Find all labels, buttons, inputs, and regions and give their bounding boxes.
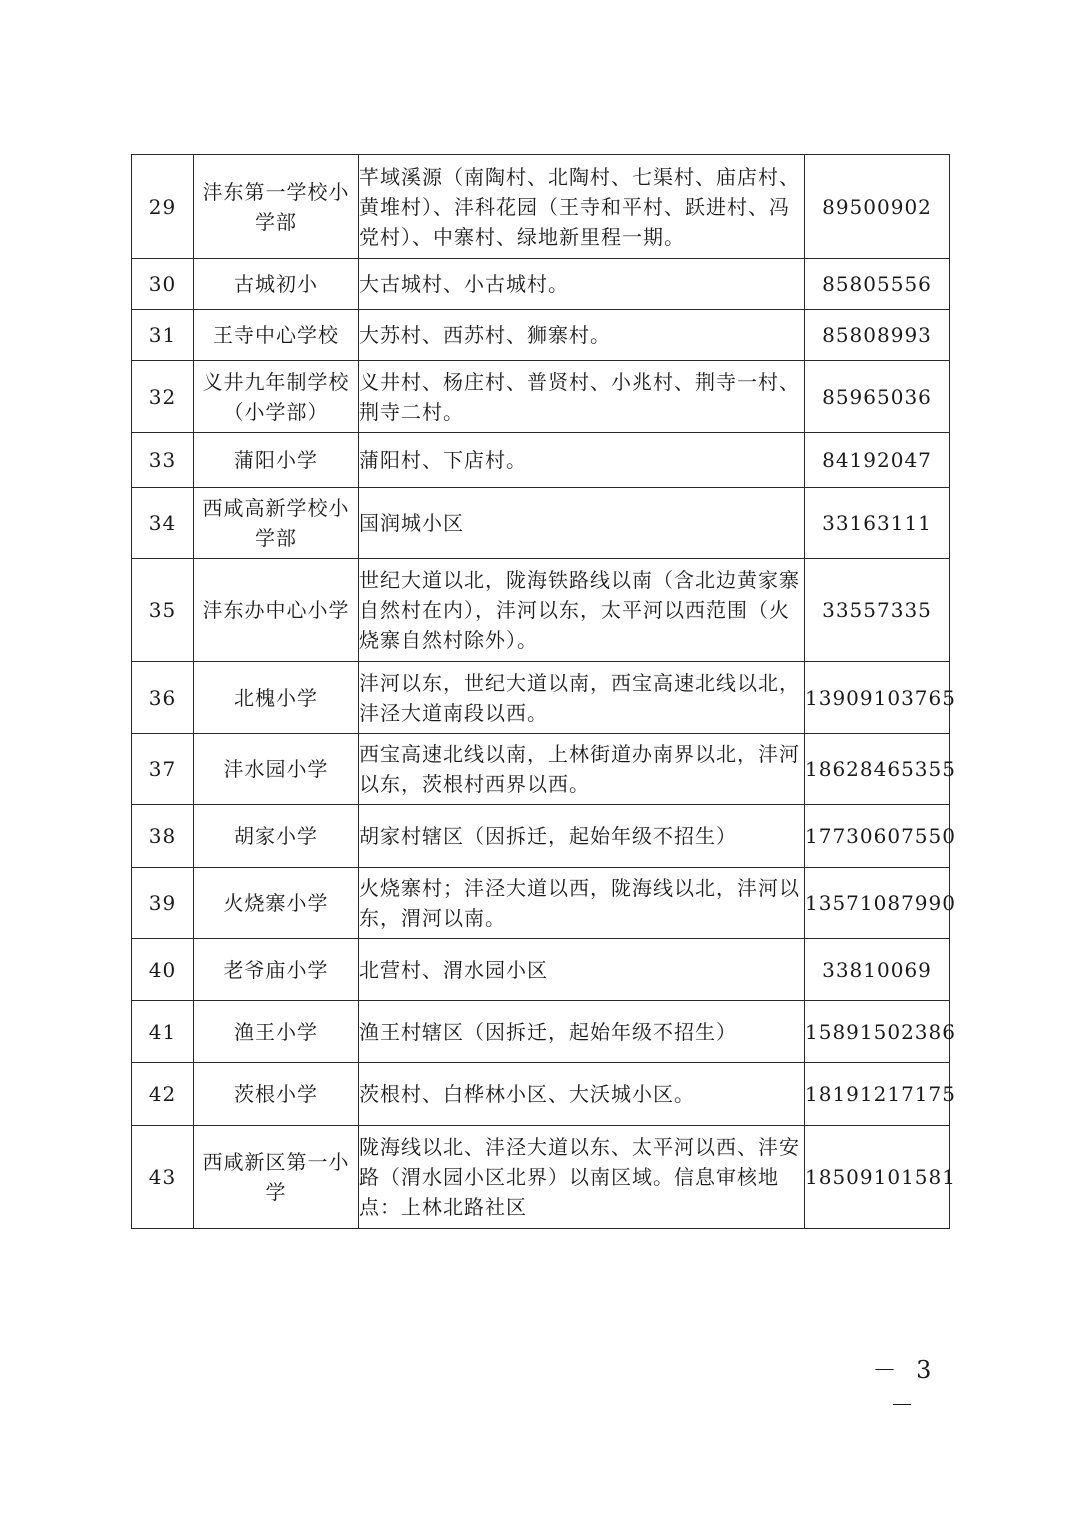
table-row — [132, 1063, 950, 1126]
enrollment-area: 渔王村辖区（因拆迁，起始年级不招生） — [359, 1001, 805, 1063]
row-number: 37 — [132, 734, 194, 805]
row-number: 31 — [132, 310, 194, 361]
contact-phone: 89500902 — [805, 155, 950, 259]
row-number: 30 — [132, 259, 194, 310]
row-number: 43 — [132, 1126, 194, 1229]
contact-phone: 85805556 — [805, 259, 950, 310]
table-row — [132, 559, 950, 662]
table-row — [132, 361, 950, 433]
school-name: 胡家小学 — [194, 805, 359, 868]
contact-phone: 18191217175 — [805, 1063, 950, 1126]
table-row — [132, 868, 950, 939]
contact-phone: 33163111 — [805, 488, 950, 559]
enrollment-area: 大苏村、西苏村、狮寨村。 — [359, 310, 805, 361]
school-name: 古城初小 — [194, 259, 359, 310]
table-row — [132, 310, 950, 361]
table-row — [132, 155, 950, 259]
enrollment-area: 火烧寨村；沣泾大道以西，陇海线以北，沣河以东，渭河以南。 — [359, 868, 805, 939]
table-row — [132, 488, 950, 559]
school-name: 北槐小学 — [194, 662, 359, 734]
row-number: 29 — [132, 155, 194, 259]
school-name: 西咸新区第一小学 — [194, 1126, 359, 1229]
enrollment-area: 大古城村、小古城村。 — [359, 259, 805, 310]
school-name: 老爷庙小学 — [194, 939, 359, 1001]
enrollment-area: 世纪大道以北，陇海铁路线以南（含北边黄家寨自然村在内），沣河以东，太平河以西范围（火烧寨自然村除外）。 — [359, 559, 805, 662]
row-number: 41 — [132, 1001, 194, 1063]
row-number: 36 — [132, 662, 194, 734]
school-name: 渔王小学 — [194, 1001, 359, 1063]
table-row — [132, 1126, 950, 1229]
school-name: 西咸高新学校小学部 — [194, 488, 359, 559]
contact-phone: 13909103765 — [805, 662, 950, 734]
enrollment-area: 北营村、渭水园小区 — [359, 939, 805, 1001]
table-row — [132, 734, 950, 805]
page-number: － 3 － — [872, 1356, 938, 1419]
school-name: 沣东办中心小学 — [194, 559, 359, 662]
row-number: 40 — [132, 939, 194, 1001]
contact-phone: 85965036 — [805, 361, 950, 433]
school-name: 义井九年制学校（小学部） — [194, 361, 359, 433]
row-number: 34 — [132, 488, 194, 559]
row-number: 42 — [132, 1063, 194, 1126]
contact-phone: 33557335 — [805, 559, 950, 662]
contact-phone: 15891502386 — [805, 1001, 950, 1063]
enrollment-area: 国润城小区 — [359, 488, 805, 559]
table-row — [132, 805, 950, 868]
contact-phone: 85808993 — [805, 310, 950, 361]
row-number: 35 — [132, 559, 194, 662]
contact-phone: 17730607550 — [805, 805, 950, 868]
table-row — [132, 1001, 950, 1063]
contact-phone: 84192047 — [805, 433, 950, 488]
contact-phone: 13571087990 — [805, 868, 950, 939]
enrollment-area: 沣河以东，世纪大道以南，西宝高速北线以北，沣泾大道南段以西。 — [359, 662, 805, 734]
school-name: 茨根小学 — [194, 1063, 359, 1126]
contact-phone: 33810069 — [805, 939, 950, 1001]
enrollment-area: 胡家村辖区（因拆迁，起始年级不招生） — [359, 805, 805, 868]
enrollment-area: 茨根村、白桦林小区、大沃城小区。 — [359, 1063, 805, 1126]
row-number: 39 — [132, 868, 194, 939]
enrollment-area: 芊域溪源（南陶村、北陶村、七渠村、庙店村、黄堆村）、沣科花园（王寺和平村、跃进村、冯党村）、中寨村、绿地新里程一期。 — [359, 155, 805, 259]
row-number: 33 — [132, 433, 194, 488]
table-row — [132, 939, 950, 1001]
contact-phone: 18628465355 — [805, 734, 950, 805]
enrollment-area: 陇海线以北、沣泾大道以东、太平河以西、沣安路（渭水园小区北界）以南区域。信息审核地点：上林北路社区 — [359, 1126, 805, 1229]
row-number: 32 — [132, 361, 194, 433]
school-name: 王寺中心学校 — [194, 310, 359, 361]
table-row — [132, 433, 950, 488]
contact-phone: 18509101581 — [805, 1126, 950, 1229]
enrollment-area: 蒲阳村、下店村。 — [359, 433, 805, 488]
row-number: 38 — [132, 805, 194, 868]
table-row — [132, 662, 950, 734]
school-name: 蒲阳小学 — [194, 433, 359, 488]
school-name: 沣水园小学 — [194, 734, 359, 805]
table-row — [132, 259, 950, 310]
enrollment-area: 西宝高速北线以南，上林街道办南界以北，沣河以东，茨根村西界以西。 — [359, 734, 805, 805]
school-zone-table — [131, 154, 956, 1229]
enrollment-area: 义井村、杨庄村、普贤村、小兆村、荆寺一村、荆寺二村。 — [359, 361, 805, 433]
school-name: 沣东第一学校小学部 — [194, 155, 359, 259]
school-name: 火烧寨小学 — [194, 868, 359, 939]
